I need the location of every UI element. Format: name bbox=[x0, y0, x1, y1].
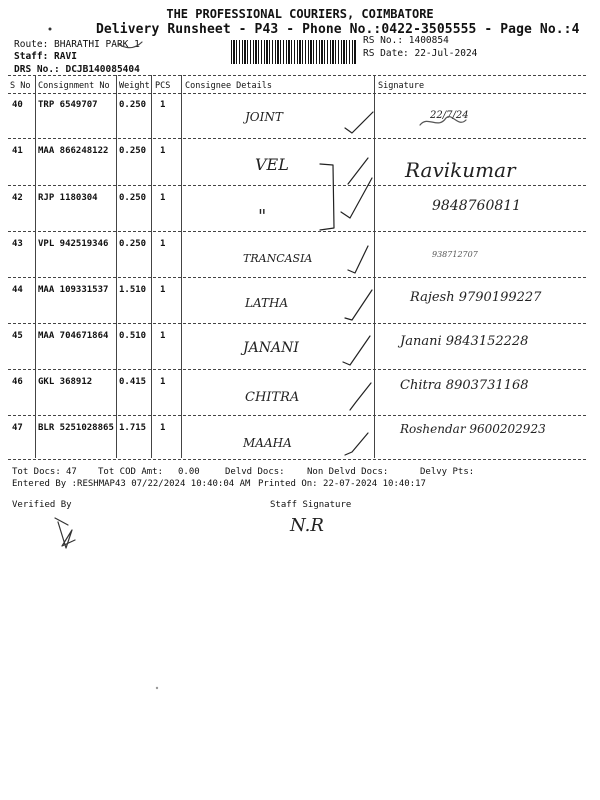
verified-by-label: Verified By bbox=[12, 500, 72, 510]
row-signature: Rajesh 9790199227 bbox=[410, 290, 542, 305]
row-sno: 42 bbox=[12, 193, 23, 203]
row-pcs: 1 bbox=[160, 331, 166, 341]
rs-number: RS No.: 1400854 bbox=[363, 35, 449, 46]
row-rule bbox=[8, 323, 586, 324]
row-consignment: BLR 5251028865 bbox=[38, 423, 114, 433]
row-pcs: 1 bbox=[160, 285, 166, 295]
row-signature: 22/7/24 bbox=[430, 110, 469, 121]
row-signature: Janani 9843152228 bbox=[400, 334, 529, 349]
row-consignee: TRANCASIA bbox=[243, 252, 313, 265]
row-pcs: 1 bbox=[160, 100, 166, 110]
row-weight: 0.250 bbox=[119, 193, 147, 203]
row-consignee: CHITRA bbox=[245, 390, 300, 405]
row-sno: 47 bbox=[12, 423, 23, 433]
table-top-rule bbox=[8, 75, 586, 76]
row-sno: 44 bbox=[12, 285, 23, 295]
table-header-rule bbox=[8, 93, 586, 94]
row-sno: 41 bbox=[12, 146, 23, 156]
tot-docs-label: Tot Docs: bbox=[12, 467, 61, 477]
row-signature: Roshendar 9600202923 bbox=[400, 422, 546, 436]
delvy-pts-label: Delvy Pts: bbox=[420, 467, 475, 477]
row-signature: Ravikumar bbox=[405, 158, 516, 182]
row-consignee: MAAHA bbox=[243, 436, 292, 450]
row-consignee: VEL bbox=[255, 155, 289, 174]
row-consignee: " bbox=[258, 206, 267, 227]
tot-docs-value: 47 bbox=[66, 467, 77, 477]
tot-cod-value: 0.00 bbox=[178, 467, 200, 477]
row-consignment: RJP 1180304 bbox=[38, 193, 98, 203]
staff-initials: N.R bbox=[290, 515, 324, 536]
row-rule bbox=[8, 231, 586, 232]
row-consignee: LATHA bbox=[245, 296, 289, 310]
barcode-image bbox=[231, 40, 357, 64]
row-weight: 0.415 bbox=[119, 377, 147, 387]
delvd-docs-label: Delvd Docs: bbox=[225, 467, 285, 477]
col-header-signature: Signature bbox=[378, 81, 425, 91]
row-sno: 45 bbox=[12, 331, 23, 341]
row-rule bbox=[8, 369, 586, 370]
row-sno: 40 bbox=[12, 100, 23, 110]
row-rule bbox=[8, 138, 586, 139]
row-signature: 9848760811 bbox=[432, 198, 522, 214]
entered-by: Entered By :RESHMAP43 07/22/2024 10:40:04 AM bbox=[12, 479, 251, 489]
runsheet-title: Delivery Runsheet - P43 - Phone No.:0422-3505555 - Page No.:4 bbox=[96, 22, 580, 37]
row-weight: 1.510 bbox=[119, 285, 147, 295]
row-signature: 938712707 bbox=[432, 250, 478, 259]
row-weight: 0.510 bbox=[119, 331, 147, 341]
col-header-consignment: Consignment No bbox=[38, 81, 110, 91]
col-header-consignee: Consignee Details bbox=[185, 81, 272, 91]
row-rule bbox=[8, 277, 586, 278]
row-weight: 1.715 bbox=[119, 423, 147, 433]
row-weight: 0.250 bbox=[119, 100, 147, 110]
row-signature: Chitra 8903731168 bbox=[400, 378, 529, 393]
col-divider bbox=[151, 75, 152, 458]
rs-date: RS Date: 22-Jul-2024 bbox=[363, 48, 478, 59]
tot-cod-label: Tot COD Amt: bbox=[98, 467, 164, 477]
row-rule bbox=[8, 415, 586, 416]
col-header-pcs: PCS bbox=[155, 81, 171, 91]
non-delvd-docs-label: Non Delvd Docs: bbox=[307, 467, 389, 477]
row-consignment: MAA 109331537 bbox=[38, 285, 109, 295]
col-header-sno: S No bbox=[10, 81, 31, 91]
route-label: Route: BHARATHI PARK 1 bbox=[14, 39, 140, 50]
row-sno: 46 bbox=[12, 377, 23, 387]
drs-number: DRS No.: DCJB140085404 bbox=[14, 64, 140, 75]
row-sno: 43 bbox=[12, 239, 23, 249]
col-divider bbox=[181, 75, 182, 458]
row-consignment: TRP 6549707 bbox=[38, 100, 98, 110]
company-name: THE PROFESSIONAL COURIERS, COIMBATORE bbox=[166, 7, 434, 21]
printed-on: Printed On: 22-07-2024 10:40:17 bbox=[258, 479, 426, 489]
row-weight: 0.250 bbox=[119, 146, 147, 156]
row-consignment: VPL 942519346 bbox=[38, 239, 109, 249]
row-consignment: GKL 368912 bbox=[38, 377, 93, 387]
row-consignee: JOINT bbox=[245, 110, 283, 124]
row-pcs: 1 bbox=[160, 423, 166, 433]
row-consignment: MAA 866248122 bbox=[38, 146, 109, 156]
col-divider bbox=[35, 75, 36, 458]
table-bottom-rule bbox=[8, 459, 586, 460]
col-header-weight: Weight bbox=[119, 81, 150, 91]
row-weight: 0.250 bbox=[119, 239, 147, 249]
row-pcs: 1 bbox=[160, 146, 166, 156]
row-pcs: 1 bbox=[160, 193, 166, 203]
col-divider bbox=[116, 75, 117, 458]
row-consignment: MAA 704671864 bbox=[38, 331, 109, 341]
col-divider bbox=[374, 75, 375, 458]
row-pcs: 1 bbox=[160, 377, 166, 387]
row-consignee: JANANI bbox=[243, 340, 299, 356]
staff-label: Staff: RAVI bbox=[14, 51, 77, 62]
row-pcs: 1 bbox=[160, 239, 166, 249]
staff-signature-label: Staff Signature bbox=[270, 500, 352, 510]
row-rule bbox=[8, 185, 586, 186]
